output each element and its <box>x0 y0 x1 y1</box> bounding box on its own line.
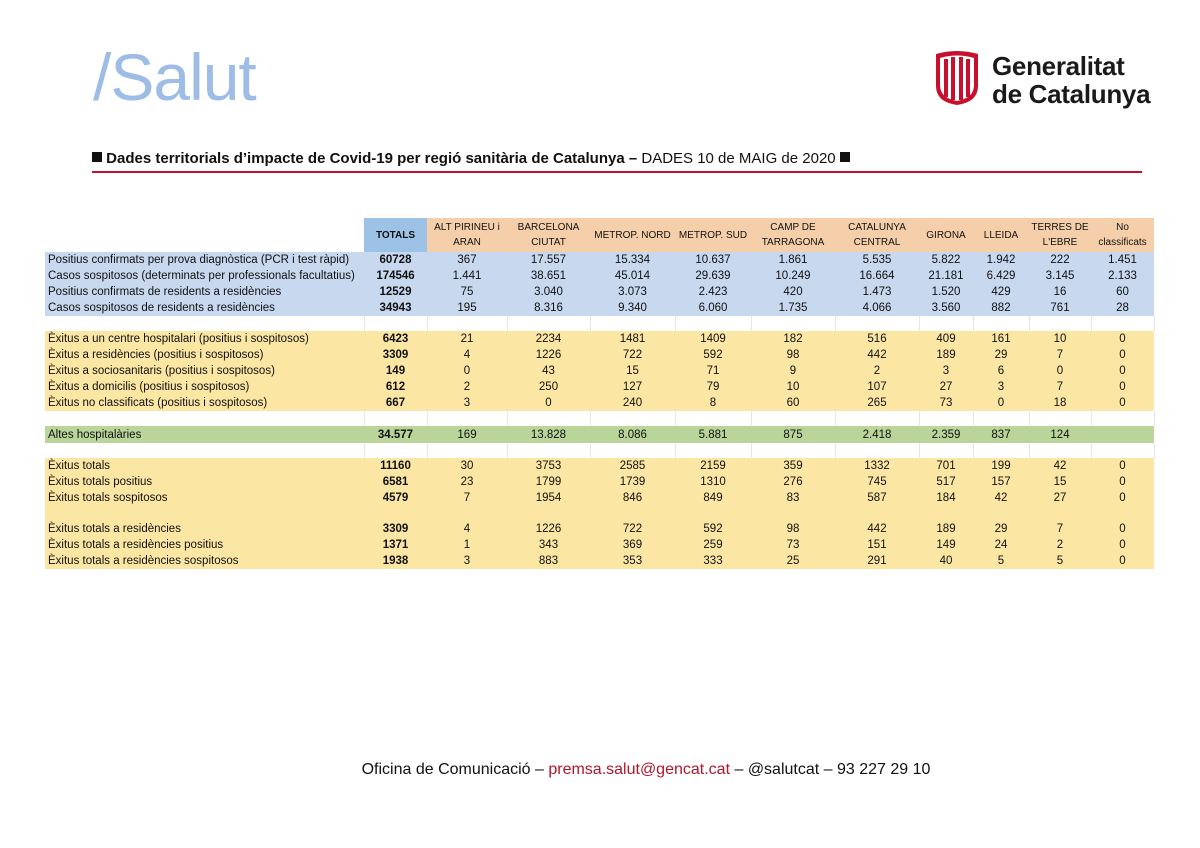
separator-cell <box>835 443 919 458</box>
total-cell: 174546 <box>364 268 427 284</box>
value-cell: 24 <box>973 537 1029 553</box>
value-cell: 45.014 <box>590 268 675 284</box>
value-cell: 75 <box>427 284 507 300</box>
value-cell: 276 <box>751 474 835 490</box>
value-cell: 2 <box>1029 537 1091 553</box>
value-cell: 40 <box>919 553 973 569</box>
value-cell: 10 <box>751 379 835 395</box>
row-label: Èxitus a sociosanitaris (positius i sospitosos) <box>45 363 364 379</box>
value-cell: 127 <box>590 379 675 395</box>
separator-cell <box>1029 316 1091 331</box>
separator-cell <box>364 506 427 521</box>
value-cell: 1.451 <box>1091 252 1154 268</box>
value-cell: 0 <box>1091 331 1154 347</box>
separator-cell <box>1091 506 1154 521</box>
row-label: Èxitus totals a residències sospitosos <box>45 553 364 569</box>
value-cell: 0 <box>427 363 507 379</box>
column-header: CATALUNYA CENTRAL <box>835 218 919 252</box>
table-row <box>45 458 1154 474</box>
value-cell: 592 <box>675 347 751 363</box>
value-cell: 3 <box>427 553 507 569</box>
value-cell: 1739 <box>590 474 675 490</box>
value-cell: 369 <box>590 537 675 553</box>
table-row <box>45 331 1154 347</box>
value-cell: 5.881 <box>675 426 751 443</box>
total-cell: 4579 <box>364 490 427 506</box>
separator-cell <box>427 316 507 331</box>
value-cell: 353 <box>590 553 675 569</box>
total-cell: 1938 <box>364 553 427 569</box>
value-cell: 5.535 <box>835 252 919 268</box>
value-cell: 23 <box>427 474 507 490</box>
value-cell: 149 <box>919 537 973 553</box>
value-cell: 16 <box>1029 284 1091 300</box>
value-cell: 429 <box>973 284 1029 300</box>
total-cell: 3309 <box>364 347 427 363</box>
separator-cell <box>427 443 507 458</box>
value-cell: 21.181 <box>919 268 973 284</box>
value-cell: 73 <box>751 537 835 553</box>
value-cell: 420 <box>751 284 835 300</box>
table-row <box>45 379 1154 395</box>
value-cell: 107 <box>835 379 919 395</box>
generalitat-name <box>992 52 1150 108</box>
row-label: Èxitus totals positius <box>45 474 364 490</box>
value-cell: 1409 <box>675 331 751 347</box>
separator-cell <box>364 443 427 458</box>
separator-cell <box>835 506 919 521</box>
value-cell: 0 <box>1091 490 1154 506</box>
value-cell: 3.040 <box>507 284 590 300</box>
value-cell: 195 <box>427 300 507 316</box>
value-cell: 71 <box>675 363 751 379</box>
bullet-square-icon <box>92 152 102 162</box>
value-cell: 79 <box>675 379 751 395</box>
value-cell: 0 <box>1091 379 1154 395</box>
table-row <box>45 395 1154 411</box>
value-cell: 0 <box>507 395 590 411</box>
separator-cell <box>45 506 364 521</box>
separator-cell <box>751 411 835 426</box>
value-cell: 38.651 <box>507 268 590 284</box>
row-label: Positius confirmats per prova diagnòstica (PCR i test ràpid) <box>45 252 364 268</box>
value-cell: 0 <box>1091 395 1154 411</box>
column-header: BARCELONA CIUTAT <box>507 218 590 252</box>
value-cell: 4.066 <box>835 300 919 316</box>
value-cell: 592 <box>675 521 751 537</box>
title-bold-text: Dades territorials d’impacte de Covid-19 per regió sanitària de Catalunya – <box>106 150 638 167</box>
value-cell: 42 <box>1029 458 1091 474</box>
value-cell: 16.664 <box>835 268 919 284</box>
value-cell: 3 <box>919 363 973 379</box>
value-cell: 60 <box>1091 284 1154 300</box>
value-cell: 0 <box>1091 537 1154 553</box>
value-cell: 1310 <box>675 474 751 490</box>
value-cell: 2 <box>427 379 507 395</box>
separator-cell <box>973 411 1029 426</box>
separator-cell <box>919 411 973 426</box>
value-cell: 367 <box>427 252 507 268</box>
value-cell: 7 <box>427 490 507 506</box>
value-cell: 1226 <box>507 347 590 363</box>
value-cell: 8.086 <box>590 426 675 443</box>
separator-row <box>45 316 1154 331</box>
value-cell: 722 <box>590 347 675 363</box>
value-cell: 98 <box>751 347 835 363</box>
value-cell: 98 <box>751 521 835 537</box>
value-cell: 442 <box>835 347 919 363</box>
value-cell: 73 <box>919 395 973 411</box>
value-cell: 333 <box>675 553 751 569</box>
value-cell: 849 <box>675 490 751 506</box>
value-cell: 161 <box>973 331 1029 347</box>
row-label: Casos sospitosos de residents a residències <box>45 300 364 316</box>
table-body <box>45 252 1154 569</box>
value-cell: 25 <box>751 553 835 569</box>
separator-cell <box>751 506 835 521</box>
value-cell: 18 <box>1029 395 1091 411</box>
table-row <box>45 300 1154 316</box>
value-cell: 0 <box>1091 474 1154 490</box>
value-cell: 3.073 <box>590 284 675 300</box>
generalitat-name-line2: de Catalunya <box>992 79 1151 109</box>
separator-cell <box>590 443 675 458</box>
value-cell: 42 <box>973 490 1029 506</box>
value-cell: 3 <box>427 395 507 411</box>
column-header: No classificats <box>1091 218 1154 252</box>
value-cell: 199 <box>973 458 1029 474</box>
row-label: Positius confirmats de residents a residències <box>45 284 364 300</box>
separator-cell <box>835 316 919 331</box>
footer-social-phone: – @salutcat – 93 227 29 10 <box>734 761 931 778</box>
value-cell: 587 <box>835 490 919 506</box>
value-cell: 189 <box>919 521 973 537</box>
value-cell: 1 <box>427 537 507 553</box>
value-cell: 2585 <box>590 458 675 474</box>
separator-cell <box>751 443 835 458</box>
value-cell: 882 <box>973 300 1029 316</box>
separator-cell <box>364 316 427 331</box>
value-cell: 359 <box>751 458 835 474</box>
value-cell: 3753 <box>507 458 590 474</box>
value-cell: 2.423 <box>675 284 751 300</box>
value-cell: 265 <box>835 395 919 411</box>
separator-cell <box>1029 443 1091 458</box>
table-header-row <box>45 218 1154 252</box>
table-row <box>45 474 1154 490</box>
value-cell: 17.557 <box>507 252 590 268</box>
document-title <box>92 150 952 168</box>
total-cell: 60728 <box>364 252 427 268</box>
value-cell: 9.340 <box>590 300 675 316</box>
value-cell: 1.473 <box>835 284 919 300</box>
separator-cell <box>835 411 919 426</box>
value-cell: 124 <box>1029 426 1091 443</box>
generalitat-name-line1: Generalitat <box>992 51 1125 81</box>
value-cell: 3 <box>973 379 1029 395</box>
value-cell <box>1091 426 1154 443</box>
value-cell: 2159 <box>675 458 751 474</box>
footer-office: Oficina de Comunicació – <box>361 761 544 778</box>
separator-cell <box>751 316 835 331</box>
separator-row <box>45 443 1154 458</box>
value-cell: 0 <box>1091 458 1154 474</box>
row-label: Èxitus totals a residències positius <box>45 537 364 553</box>
total-cell: 34.577 <box>364 426 427 443</box>
row-label: Èxitus totals <box>45 458 364 474</box>
value-cell: 30 <box>427 458 507 474</box>
value-cell: 29.639 <box>675 268 751 284</box>
header-label-cell <box>45 218 364 252</box>
column-header: CAMP DE TARRAGONA <box>751 218 835 252</box>
separator-cell <box>507 316 590 331</box>
column-header: ALT PIRINEU i ARAN <box>427 218 507 252</box>
value-cell: 745 <box>835 474 919 490</box>
generalitat-logo <box>934 50 1164 110</box>
separator-cell <box>45 411 364 426</box>
value-cell: 5 <box>1029 553 1091 569</box>
value-cell: 6.429 <box>973 268 1029 284</box>
value-cell: 442 <box>835 521 919 537</box>
value-cell: 0 <box>973 395 1029 411</box>
column-header: TOTALS <box>364 218 427 252</box>
value-cell: 240 <box>590 395 675 411</box>
value-cell: 3.145 <box>1029 268 1091 284</box>
value-cell: 1481 <box>590 331 675 347</box>
value-cell: 9 <box>751 363 835 379</box>
value-cell: 250 <box>507 379 590 395</box>
value-cell: 1.735 <box>751 300 835 316</box>
value-cell: 291 <box>835 553 919 569</box>
column-header: TERRES DE L'EBRE <box>1029 218 1091 252</box>
value-cell: 259 <box>675 537 751 553</box>
column-header: LLEIDA <box>973 218 1029 252</box>
value-cell: 60 <box>751 395 835 411</box>
value-cell: 83 <box>751 490 835 506</box>
value-cell: 5 <box>973 553 1029 569</box>
value-cell: 2.418 <box>835 426 919 443</box>
value-cell: 15.334 <box>590 252 675 268</box>
salut-brand: /Salut <box>93 40 256 114</box>
value-cell: 6 <box>973 363 1029 379</box>
value-cell: 27 <box>1029 490 1091 506</box>
row-label: Casos sospitosos (determinats per professionals facultatius) <box>45 268 364 284</box>
table-row <box>45 553 1154 569</box>
value-cell: 28 <box>1091 300 1154 316</box>
value-cell: 1.441 <box>427 268 507 284</box>
table-row <box>45 347 1154 363</box>
separator-cell <box>973 506 1029 521</box>
value-cell: 701 <box>919 458 973 474</box>
table-row <box>45 284 1154 300</box>
value-cell: 7 <box>1029 521 1091 537</box>
bullet-square-icon <box>840 152 850 162</box>
value-cell: 1226 <box>507 521 590 537</box>
value-cell: 157 <box>973 474 1029 490</box>
value-cell: 0 <box>1029 363 1091 379</box>
value-cell: 10 <box>1029 331 1091 347</box>
separator-cell <box>590 316 675 331</box>
separator-cell <box>919 316 973 331</box>
value-cell: 29 <box>973 347 1029 363</box>
value-cell: 21 <box>427 331 507 347</box>
value-cell: 875 <box>751 426 835 443</box>
value-cell: 516 <box>835 331 919 347</box>
separator-cell <box>507 411 590 426</box>
total-cell: 149 <box>364 363 427 379</box>
value-cell: 2234 <box>507 331 590 347</box>
value-cell: 15 <box>590 363 675 379</box>
separator-cell <box>675 443 751 458</box>
table-row <box>45 521 1154 537</box>
value-cell: 4 <box>427 347 507 363</box>
separator-cell <box>590 411 675 426</box>
value-cell: 10.249 <box>751 268 835 284</box>
value-cell: 1.942 <box>973 252 1029 268</box>
separator-cell <box>973 443 1029 458</box>
value-cell: 151 <box>835 537 919 553</box>
title-date-text: DADES 10 de MAIG de 2020 <box>641 150 836 167</box>
row-label: Èxitus a residències (positius i sospitosos) <box>45 347 364 363</box>
value-cell: 1.520 <box>919 284 973 300</box>
separator-cell <box>1091 443 1154 458</box>
value-cell: 189 <box>919 347 973 363</box>
value-cell: 2.133 <box>1091 268 1154 284</box>
value-cell: 1954 <box>507 490 590 506</box>
value-cell: 10.637 <box>675 252 751 268</box>
total-cell: 12529 <box>364 284 427 300</box>
separator-row <box>45 411 1154 426</box>
separator-cell <box>919 443 973 458</box>
separator-cell <box>675 411 751 426</box>
title-underline <box>92 171 1142 173</box>
value-cell: 6.060 <box>675 300 751 316</box>
value-cell: 8 <box>675 395 751 411</box>
separator-cell <box>45 443 364 458</box>
separator-cell <box>675 506 751 521</box>
row-label: Èxitus no classificats (positius i sospitosos) <box>45 395 364 411</box>
separator-cell <box>1029 411 1091 426</box>
separator-cell <box>427 506 507 521</box>
value-cell: 27 <box>919 379 973 395</box>
separator-cell <box>590 506 675 521</box>
value-cell: 0 <box>1091 553 1154 569</box>
footer-email-link[interactable]: premsa.salut@gencat.cat <box>548 761 731 778</box>
value-cell: 0 <box>1091 347 1154 363</box>
separator-cell <box>427 411 507 426</box>
footer-contact <box>0 760 1200 780</box>
value-cell: 0 <box>1091 521 1154 537</box>
value-cell: 1332 <box>835 458 919 474</box>
column-header: METROP. SUD <box>675 218 751 252</box>
value-cell: 846 <box>590 490 675 506</box>
value-cell: 4 <box>427 521 507 537</box>
value-cell: 722 <box>590 521 675 537</box>
total-cell: 1371 <box>364 537 427 553</box>
row-label: Èxitus a domicilis (positius i sospitosos) <box>45 379 364 395</box>
value-cell: 222 <box>1029 252 1091 268</box>
row-label: Altes hospitalàries <box>45 426 364 443</box>
row-label: Èxitus a un centre hospitalari (positius i sospitosos) <box>45 331 364 347</box>
value-cell: 1.861 <box>751 252 835 268</box>
total-cell: 34943 <box>364 300 427 316</box>
value-cell: 409 <box>919 331 973 347</box>
value-cell: 7 <box>1029 347 1091 363</box>
value-cell: 3.560 <box>919 300 973 316</box>
separator-cell <box>919 506 973 521</box>
value-cell: 182 <box>751 331 835 347</box>
column-header: METROP. NORD <box>590 218 675 252</box>
value-cell: 29 <box>973 521 1029 537</box>
row-label: Èxitus totals a residències <box>45 521 364 537</box>
value-cell: 15 <box>1029 474 1091 490</box>
generalitat-emblem-icon <box>934 50 980 106</box>
value-cell: 8.316 <box>507 300 590 316</box>
separator-cell <box>1091 316 1154 331</box>
separator-cell <box>507 443 590 458</box>
value-cell: 13.828 <box>507 426 590 443</box>
separator-cell <box>1029 506 1091 521</box>
table-row <box>45 363 1154 379</box>
value-cell: 761 <box>1029 300 1091 316</box>
table-row <box>45 537 1154 553</box>
value-cell: 0 <box>1091 363 1154 379</box>
value-cell: 517 <box>919 474 973 490</box>
value-cell: 343 <box>507 537 590 553</box>
value-cell: 1799 <box>507 474 590 490</box>
separator-cell <box>45 316 364 331</box>
total-cell: 3309 <box>364 521 427 537</box>
table-row <box>45 426 1154 443</box>
total-cell: 612 <box>364 379 427 395</box>
value-cell: 5.822 <box>919 252 973 268</box>
separator-row <box>45 506 1154 521</box>
total-cell: 667 <box>364 395 427 411</box>
value-cell: 184 <box>919 490 973 506</box>
separator-cell <box>675 316 751 331</box>
value-cell: 883 <box>507 553 590 569</box>
total-cell: 6423 <box>364 331 427 347</box>
column-header: GIRONA <box>919 218 973 252</box>
separator-cell <box>507 506 590 521</box>
value-cell: 837 <box>973 426 1029 443</box>
value-cell: 2.359 <box>919 426 973 443</box>
table-row <box>45 252 1154 268</box>
total-cell: 6581 <box>364 474 427 490</box>
row-label: Èxitus totals sospitosos <box>45 490 364 506</box>
covid-data-table <box>45 218 1155 569</box>
total-cell: 11160 <box>364 458 427 474</box>
separator-cell <box>364 411 427 426</box>
value-cell: 169 <box>427 426 507 443</box>
value-cell: 43 <box>507 363 590 379</box>
value-cell: 2 <box>835 363 919 379</box>
value-cell: 7 <box>1029 379 1091 395</box>
separator-cell <box>1091 411 1154 426</box>
table-row <box>45 490 1154 506</box>
table-row <box>45 268 1154 284</box>
separator-cell <box>973 316 1029 331</box>
